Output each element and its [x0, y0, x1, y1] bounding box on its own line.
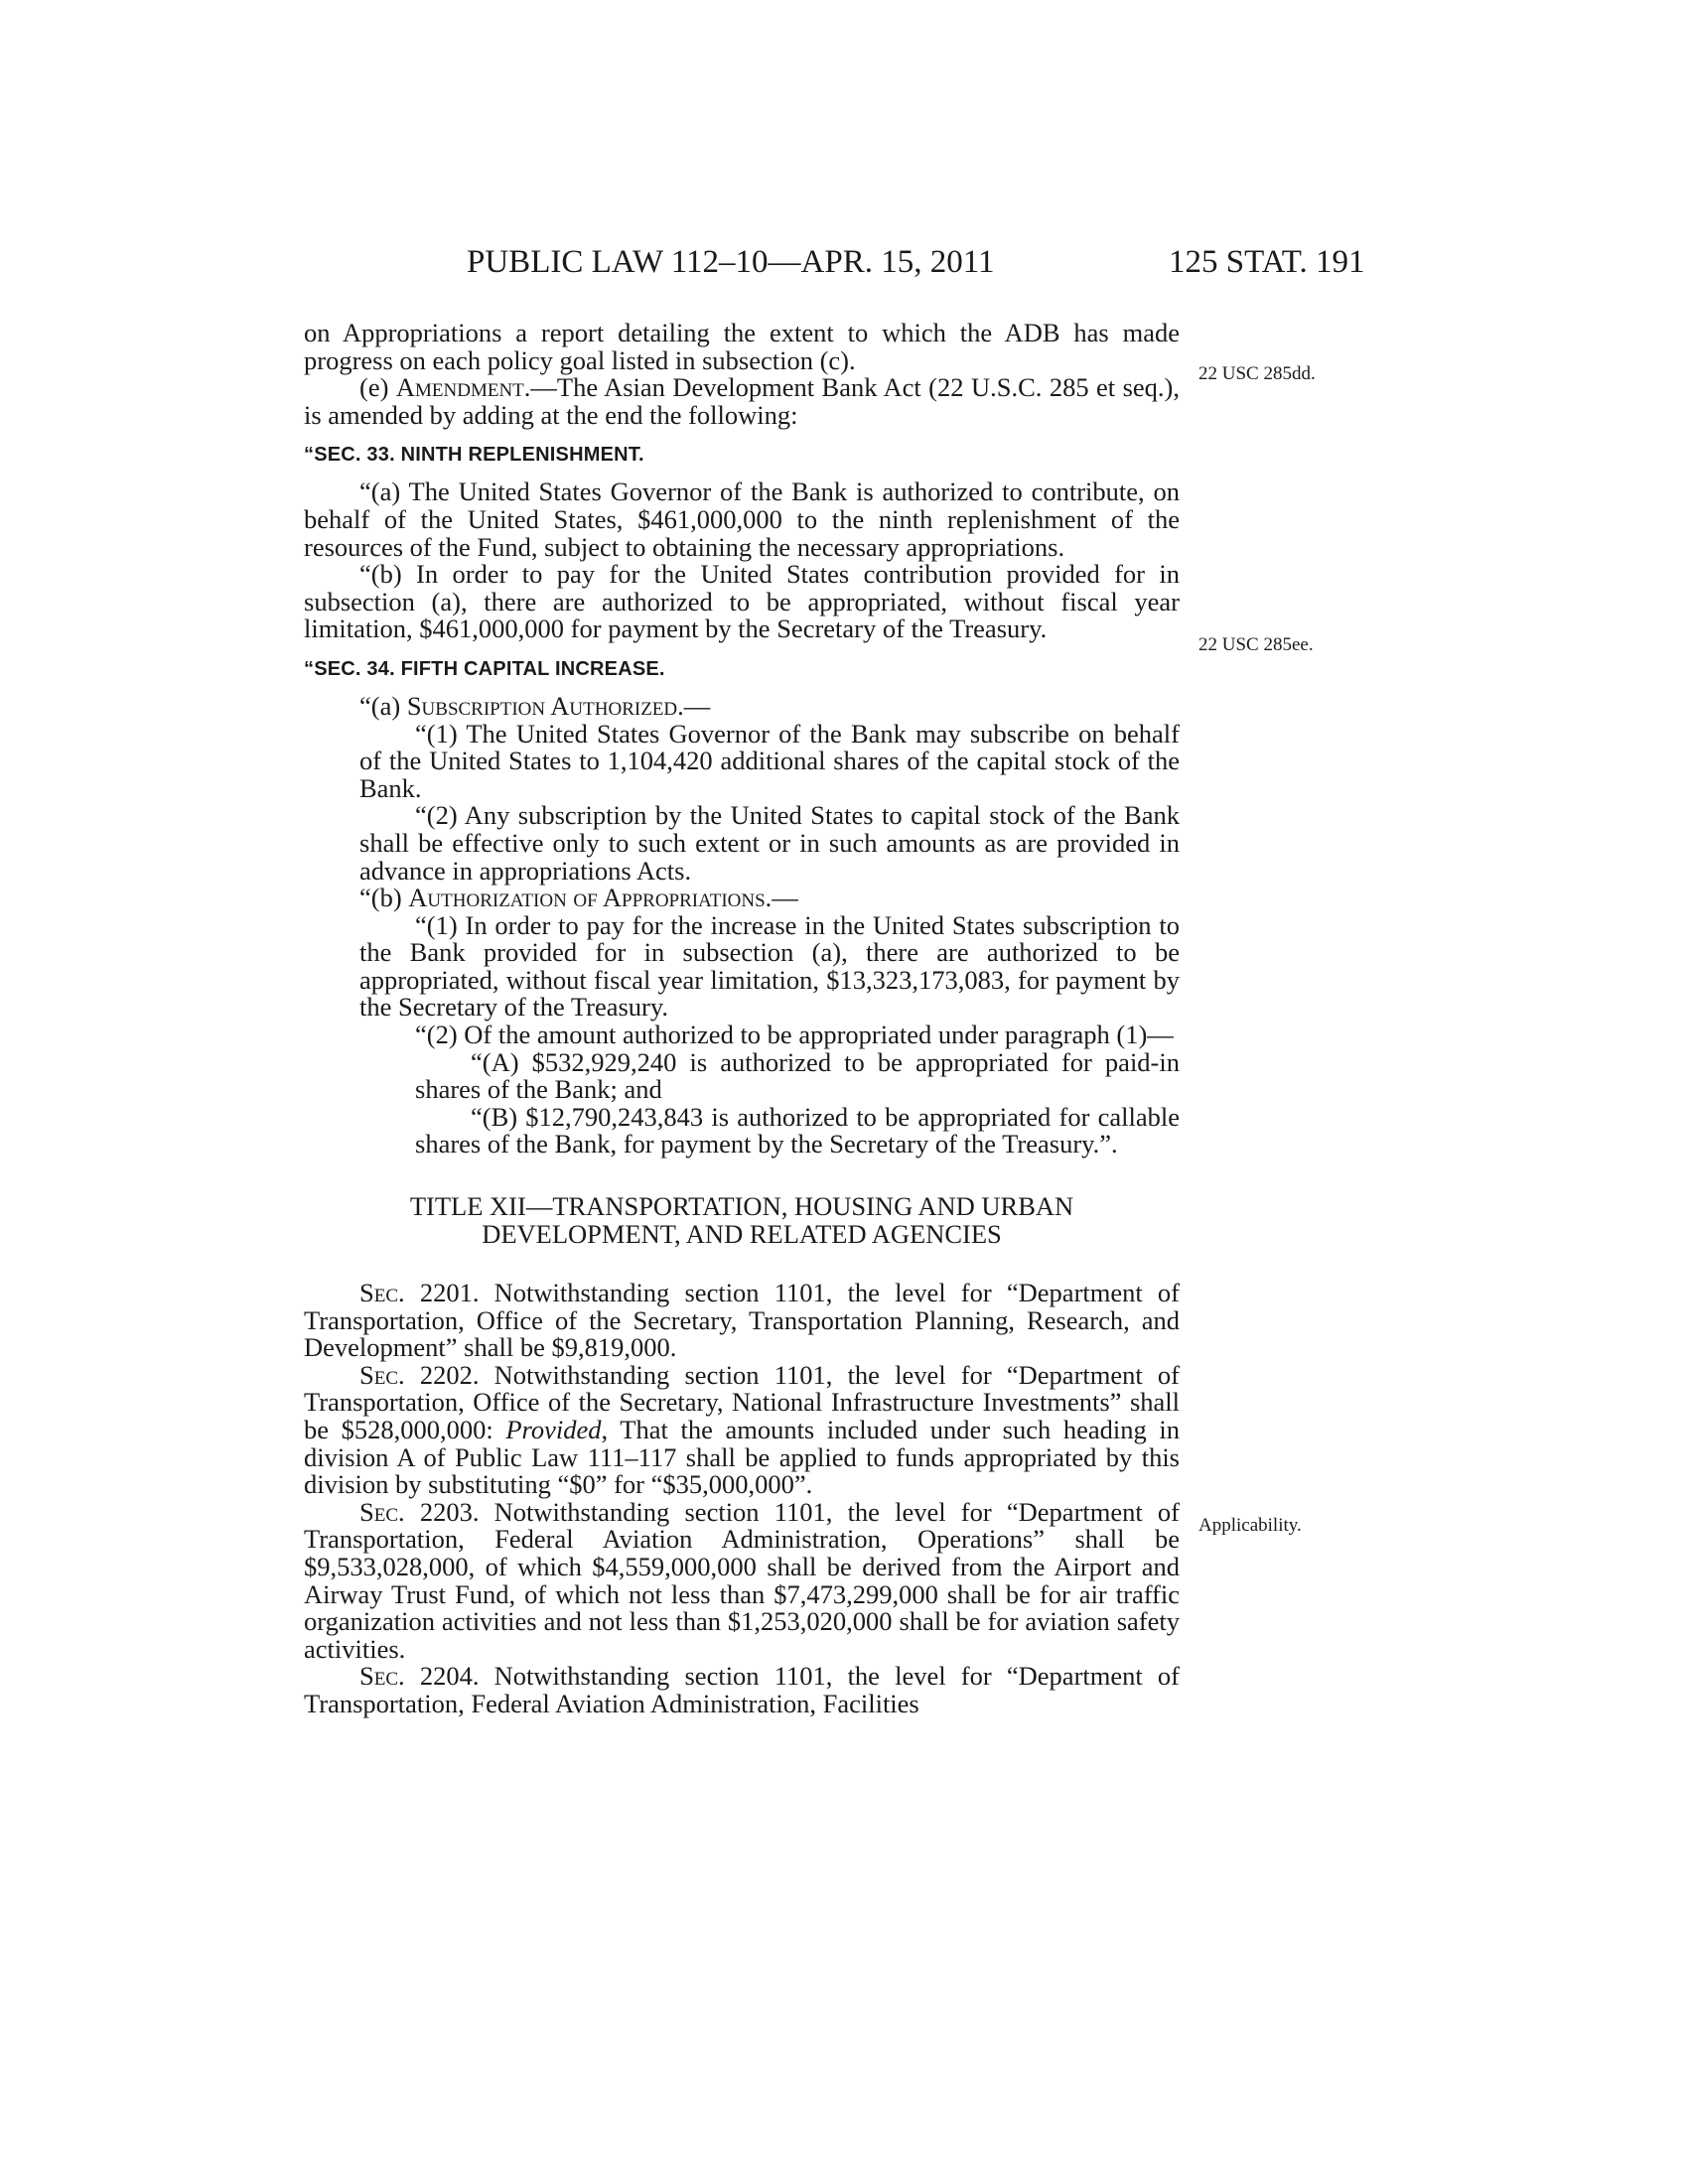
sec34-subsection-b-heading: “(b) Authorization of Appropriations.— — [359, 883, 798, 913]
sec34-a-paragraph-2: “(2) Any subscription by the United States to capital stock of the Bank shall be effective only to such extent or in such amounts as are provided in advance in appropriations Acts. — [359, 800, 1180, 886]
title-line-1: TITLE XII—TRANSPORTATION, HOUSING AND URBAN — [409, 1191, 1074, 1222]
main-text-column — [304, 320, 1180, 1718]
sec34-b-paragraph-1: “(1) In order to pay for the increase in the United States subscription to the Bank provided for in subsection (a), there are authorized to be appropriated, without fiscal year limitation, $13,323,173,083, for payment by the Secretary of the Treasury. — [359, 909, 1180, 1023]
sec34-b-paragraph-2: “(2) Of the amount authorized to be appropriated under paragraph (1)— — [415, 1020, 1174, 1050]
sec34-b2-subparagraph-A: “(A) $532,929,240 is authorized to be appropriated for paid-in shares of the Bank; and — [415, 1046, 1180, 1105]
sec33-subsection-a: “(a) The United States Governor of the Bank is authorized to contribute, on behalf of the United States, $461,000,000 to the ninth replenishment of the resources of the Fund, subject to obtaining the necessary appropriations. — [304, 477, 1180, 562]
section-2204: Sec. 2204. Notwithstanding section 1101, the level for “Department of Transportation, Federal Aviation Administration, Facilities — [304, 1661, 1180, 1718]
title-heading — [304, 1192, 1180, 1248]
section-2203: Sec. 2203. Notwithstanding section 1101, the level for “Department of Transportation, Federal Aviation Administration, Operations” shall be $9,533,028,000, of which $4,559,000,000 shall be derived from the Airport and Airway Trust Fund, of which not less than $7,473,299,000 shall be for air traffic organization activities and not less than $1,253,020,000 shall be for aviation safety activities. — [304, 1496, 1180, 1664]
margin-note-sec34: 22 USC 285ee. — [1198, 634, 1314, 655]
sec34-subsection-a-heading: “(a) Subscription Authorized.— — [359, 690, 711, 721]
margin-note-applicability: Applicability. — [1198, 1515, 1302, 1536]
running-header-title: PUBLIC LAW 112–10—APR. 15, 2011 — [467, 244, 995, 280]
title-line-2: DEVELOPMENT, AND RELATED AGENCIES — [482, 1219, 1002, 1250]
running-header-page-number: 125 STAT. 191 — [1169, 244, 1365, 280]
paragraph-amendment: (e) Amendment.—The Asian Development Bank Act (22 U.S.C. 285 et seq.), is amended by adding at the end the following: — [304, 372, 1180, 430]
sec34-a-paragraph-1: “(1) The United States Governor of the Bank may subscribe on behalf of the United States to 1,104,420 additional shares of the capital stock of the Bank. — [359, 718, 1180, 803]
paragraph-report: on Appropriations a report detailing the extent to which the ADB has made progress on each policy goal listed in subsection (c). — [304, 318, 1180, 375]
section-heading-34: “SEC. 34. FIFTH CAPITAL INCREASE. — [304, 657, 665, 680]
section-heading-33: “SEC. 33. NINTH REPLENISHMENT. — [304, 444, 644, 467]
section-2202: Sec. 2202. Notwithstanding section 1101, the level for “Department of Transportation, Office of the Secretary, National Infrastructure Investments” shall be $528,000,000: Provided, That the amounts included under such heading in division A of Public Law 111–117 shall be applied to funds appropriated by this division by substituting “$0” for “$35,000,000”. — [304, 1359, 1180, 1500]
section-2201: Sec. 2201. Notwithstanding section 1101, the level for “Department of Transportation, Office of the Secretary, Transportation Planning, Research, and Development” shall be $9,819,000. — [304, 1278, 1180, 1363]
margin-note-sec33: 22 USC 285dd. — [1198, 363, 1316, 384]
sec33-subsection-b: “(b) In order to pay for the United States contribution provided for in subsection (a), there are authorized to be appropriated, without fiscal year limitation, $461,000,000 for payment by the Secretary of the Treasury. — [304, 559, 1180, 644]
sec34-b2-subparagraph-B: “(B) $12,790,243,843 is authorized to be appropriated for callable shares of the Bank, for payment by the Secretary of the Treasury.”. — [415, 1101, 1180, 1160]
